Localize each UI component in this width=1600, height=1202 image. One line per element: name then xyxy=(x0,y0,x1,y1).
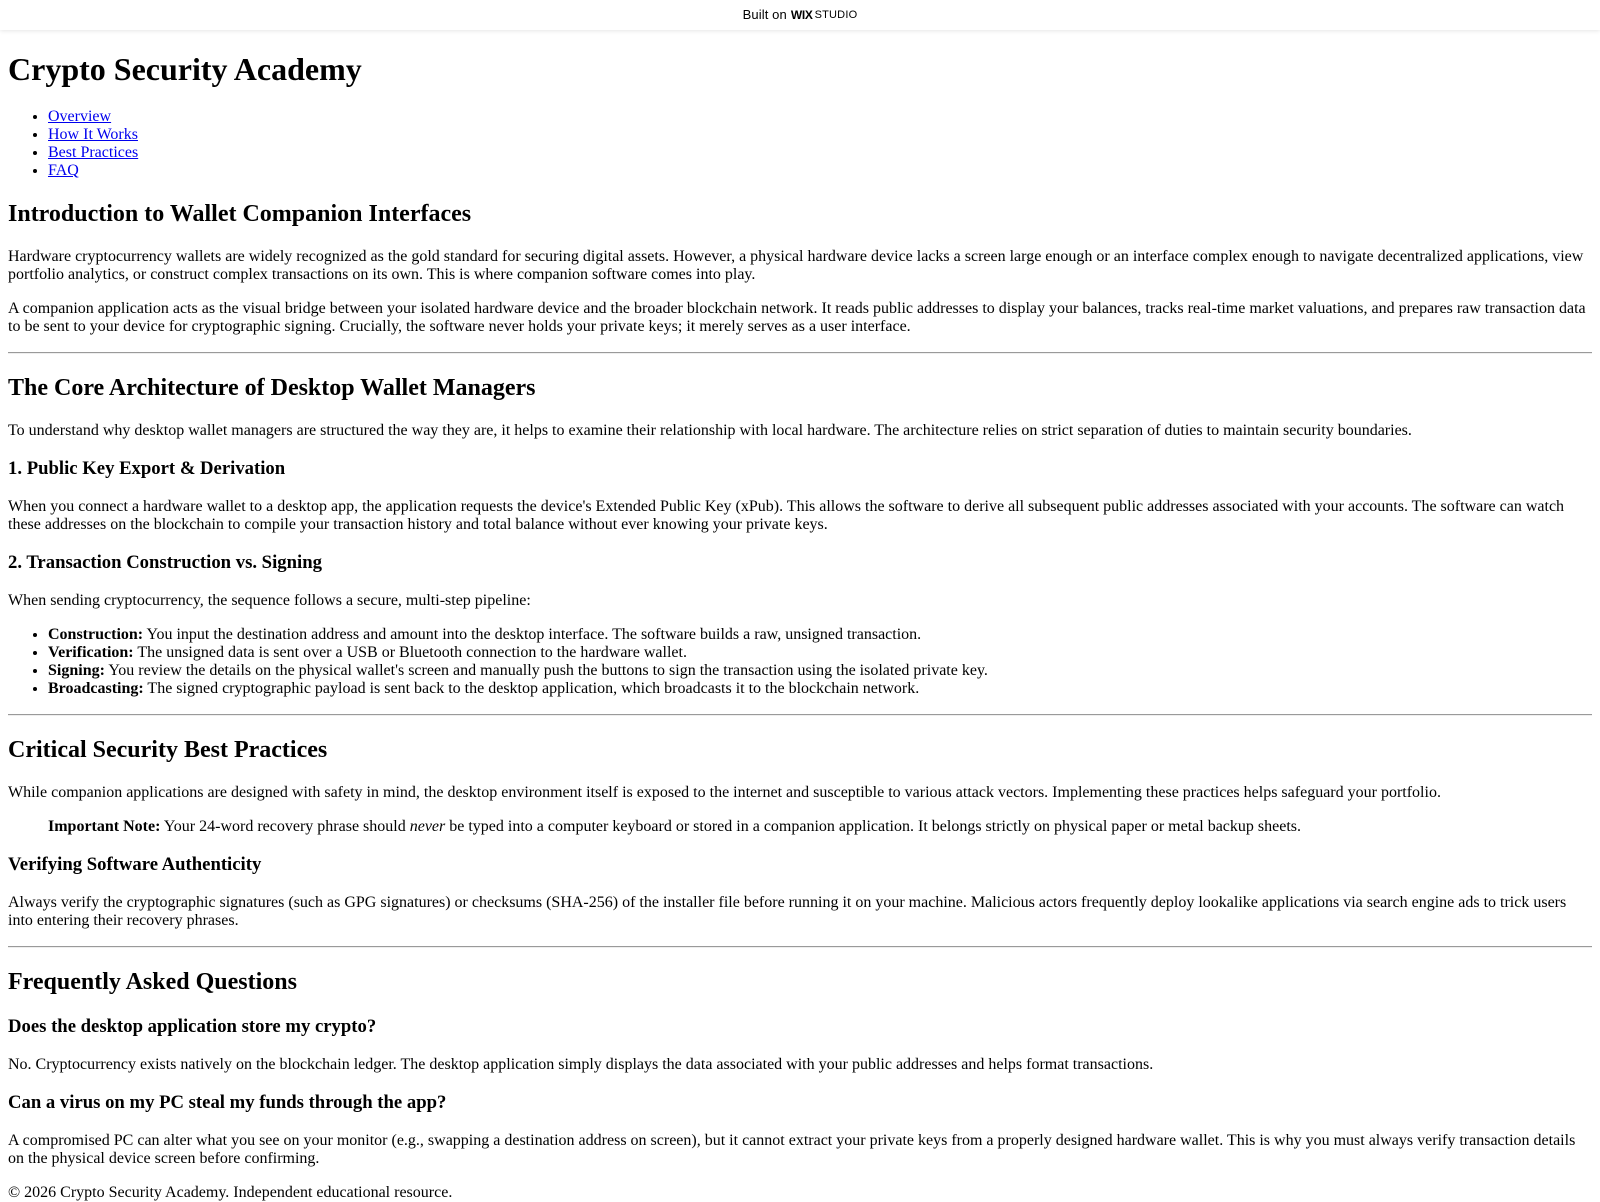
nav-item xyxy=(48,162,1592,180)
faq-question: Does the desktop application store my crypto? xyxy=(8,1016,377,1037)
section-divider xyxy=(8,714,1592,716)
page-footer xyxy=(8,1184,1592,1202)
public-key-heading: 1. Public Key Export & Derivation xyxy=(8,458,286,479)
nav-link-faq[interactable]: FAQ xyxy=(48,162,79,179)
faq-question: Can a virus on my PC steal my funds through the app? xyxy=(8,1092,447,1113)
authenticity-text: Always verify the cryptographic signatures (such as GPG signatures) or checksums (SHA-256) of the installer file before running it on your machine. Malicious actors frequently deploy lookalike applications via search engine ads to trick users into entering their recovery phrases. xyxy=(8,894,1567,929)
list-item xyxy=(48,626,1592,644)
architecture-intro: To understand why desktop wallet managers are structured the way they are, it helps to examine their relationship with local hardware. The architecture relies on strict separation of duties to maintain security boundaries. xyxy=(8,422,1412,439)
intro-heading: Introduction to Wallet Companion Interfaces xyxy=(8,201,472,227)
practices-intro: While companion applications are designed with safety in mind, the desktop environment itself is exposed to the internet and susceptible to various attack vectors. Implementing these practices helps safeguard your portfolio. xyxy=(8,784,1441,801)
nav-item xyxy=(48,108,1592,126)
step-text: The signed cryptographic payload is sent back to the desktop application, which broadcasts it to the blockchain network. xyxy=(143,680,920,697)
step-term: Broadcasting: xyxy=(48,680,144,697)
nav-item xyxy=(48,144,1592,162)
step-text: The unsigned data is sent over a USB or Bluetooth connection to the hardware wallet. xyxy=(133,644,687,661)
site-title: Crypto Security Academy xyxy=(8,51,362,87)
authenticity-heading: Verifying Software Authenticity xyxy=(8,854,262,875)
site-nav xyxy=(8,108,1592,180)
intro-paragraph-1: Hardware cryptocurrency wallets are widely recognized as the gold standard for securing digital assets. However, a physical hardware device lacks a screen large enough or an interface complex enough to navigate decentralized applications, view portfolio analytics, or construct complex transactions on its own. This is where companion software comes into play. xyxy=(8,248,1584,283)
faq-answer: A compromised PC can alter what you see on your monitor (e.g., swapping a destination address on screen), but it cannot extract your private keys from a properly designed hardware wallet. This is why you must always verify transaction details on the physical device screen before confirming. xyxy=(8,1132,1576,1167)
faq-answer: No. Cryptocurrency exists natively on the blockchain ledger. The desktop application simply displays the data associated with your public addresses and helps format transactions. xyxy=(8,1056,1154,1073)
wix-banner[interactable] xyxy=(0,0,1600,30)
note-text-after: be typed into a computer keyboard or stored in a companion application. It belongs strictly on physical paper or metal backup sheets. xyxy=(445,818,1302,835)
pipeline-steps-list xyxy=(8,626,1592,698)
important-note xyxy=(48,818,1552,836)
public-key-text: When you connect a hardware wallet to a desktop app, the application requests the device's Extended Public Key (xPub). This allows the software to derive all subsequent public addresses associated with your accounts. The software can watch these addresses on the blockchain to compile your transaction history and total balance without ever knowing your private keys. xyxy=(8,498,1565,533)
step-term: Construction: xyxy=(48,626,144,643)
list-item xyxy=(48,644,1592,662)
footer-text: © 2026 Crypto Security Academy. Independent educational resource. xyxy=(8,1184,453,1201)
step-term: Verification: xyxy=(48,644,134,661)
wix-studio-label: STUDIO xyxy=(814,9,858,21)
note-text-before: Your 24-word recovery phrase should xyxy=(160,818,410,835)
architecture-heading: The Core Architecture of Desktop Wallet Managers xyxy=(8,375,536,401)
section-divider xyxy=(8,946,1592,948)
practices-heading: Critical Security Best Practices xyxy=(8,737,328,763)
transaction-heading: 2. Transaction Construction vs. Signing xyxy=(8,552,322,573)
intro-paragraph-2: A companion application acts as the visual bridge between your isolated hardware device and the broader blockchain network. It reads public addresses to display your balances, tracks real-time market valuations, and prepares raw transaction data to be sent to your device for cryptographic signing. Crucially, the software never holds your private keys; it merely serves as a user interface. xyxy=(8,300,1586,335)
step-text: You review the details on the physical wallet's screen and manually push the buttons to sign the transaction using the isolated private key. xyxy=(104,662,988,679)
wix-logo: WIX xyxy=(790,8,813,22)
nav-item xyxy=(48,126,1592,144)
nav-link-how-it-works[interactable]: How It Works xyxy=(48,126,138,143)
step-term: Signing: xyxy=(48,662,105,679)
note-emphasis: never xyxy=(409,818,446,835)
list-item xyxy=(48,662,1592,680)
intro-section xyxy=(8,200,1592,336)
list-item xyxy=(48,680,1592,698)
nav-link-best-practices[interactable]: Best Practices xyxy=(48,144,139,161)
faq-heading: Frequently Asked Questions xyxy=(8,969,297,995)
step-text: You input the destination address and amount into the desktop interface. The software builds a raw, unsigned transaction. xyxy=(143,626,922,643)
practices-section xyxy=(8,736,1592,930)
faq-section xyxy=(8,968,1592,1168)
transaction-intro: When sending cryptocurrency, the sequence follows a secure, multi-step pipeline: xyxy=(8,592,531,609)
note-label: Important Note: xyxy=(48,818,161,835)
architecture-section xyxy=(8,374,1592,698)
page-content xyxy=(8,30,1592,1202)
wix-banner-prefix: Built on xyxy=(742,7,787,22)
nav-link-overview[interactable]: Overview xyxy=(48,108,112,125)
section-divider xyxy=(8,352,1592,354)
